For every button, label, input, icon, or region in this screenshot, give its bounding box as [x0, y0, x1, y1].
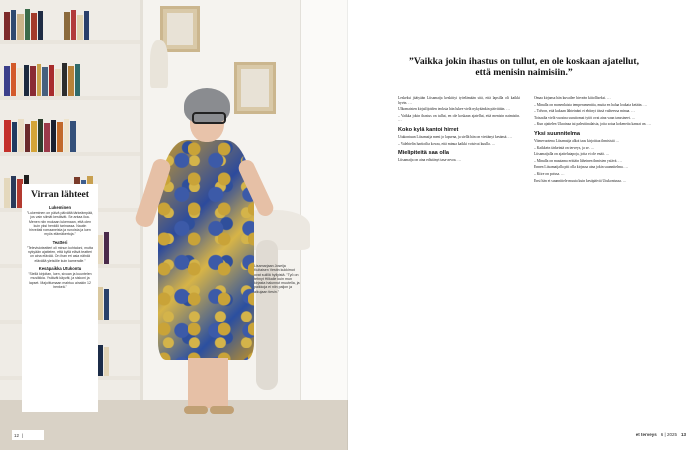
body-paragraph: – Kiire on poissa. … [534, 171, 565, 176]
body-paragraph: Ennen Liisamaijalla piti olla kirjassa aina jokin suunnitelma. … [534, 165, 629, 170]
right-page [348, 0, 696, 450]
body-paragraph: Viimevuotena Liisamaija alkoi taas kirjoittaa ihmisistä … [534, 138, 620, 143]
sidebar-item-heading: Kesäpaikka Utukontu [38, 265, 82, 271]
sidebar-item-text: ”Siellä kirjoitan, luen, sivuan ja kuuntelen musiikkia. Ystävät käyvät, ja siskoni ja lapset. Majoittumaan mahtuu ainakin 12 henkeä.” [28, 271, 92, 289]
sidebar-item-heading: Teatteri [52, 239, 68, 245]
body-paragraph: Omaa kirjansa hän kuvailee hirveän kiitolliseksi. … [534, 96, 611, 100]
sidebar-title: Virran lähteet [31, 189, 89, 200]
issue-label: 6 | 2025 [660, 432, 677, 437]
body-paragraph: – Vaikka jokin ihastus on tullut, en ole koskaan ajatellut, että menisin naimisiin. … [398, 113, 520, 123]
body-paragraph: – Kaikkein tärkeintä on terveys, ja se. … [534, 145, 595, 150]
book-row [4, 62, 136, 96]
glasses-icon [192, 112, 226, 124]
body-paragraph: Ulkomaisten kirjailijoiden teoksia hän lukee vielä nykyäänkin päivittäin. … [398, 107, 510, 112]
text-column-left [398, 96, 520, 428]
sidebar-item-text: ”Lukeminen on päivä päivältä tärkeämpää, jos vain silmät kestävät. Se antaa iloa. Menen niin mukaan lukemaan, että olen kuin yksi henkilö tarinassa. Nautin hirveästi romaaneista ja runoista ja luen myös elämäkertoja.” [27, 211, 93, 237]
subheading: Yksi suunnitelma [534, 130, 581, 137]
body-paragraph: – Valehtelin hartioilta kovaa, että minua kaikki voisivat kuulla. … [398, 141, 496, 146]
page-number: 13 [680, 432, 686, 437]
statue [150, 40, 168, 88]
body-paragraph: Ensi hän ei suunnittele muuta kuin kesäpäiviä Utukontussa. … [534, 178, 627, 183]
folio-separator: | [22, 432, 24, 438]
body-paragraph: Liisamaija on aina edistänyt tasa-arvoa. … [398, 158, 462, 163]
sources-sidebar [22, 184, 98, 412]
sidebar-item-heading: Lukeminen [48, 205, 72, 210]
body-paragraph: Toisaalta vielä vuosina suruttomat tytöt ovat aina vaan tanssineet. … [534, 115, 636, 120]
body-paragraph: – Minulla on monenlaista temperamenttia, mutta en halua loukata ketään. … [534, 102, 648, 107]
body-paragraph: Liisamaijalla on ajattelutapoja, joita ei ole enää. … [534, 152, 610, 157]
subheading: Koko kylä kantoi hirret [398, 126, 459, 133]
book-row [4, 118, 136, 152]
body-paragraph: Utukontuun Liisamaija meni jo lapsena, ja siellä hän on viettänyt kesänsä. … [398, 134, 512, 139]
folio-left [12, 430, 44, 440]
body-paragraph: – Kun ajattelen Ukrainaa tai palestiinalaisia, joita sotaa kokeneita kansat on. … [534, 122, 652, 127]
folio-right [636, 432, 686, 437]
photo-caption: Lisamarjaan Joseija Kultaisen Vestin kukkimot ovat sulillä hyllyistä. ”Työ on tehnyt Hilkalle kuin mun kirjasta halunnut muutella, ja paikkoja ei niin paljon ja alkujaan tiesin.” [254, 264, 300, 294]
book-row [4, 8, 136, 40]
portrait-woman [140, 88, 290, 418]
body-paragraph: – Minulla on muutama erittäin läheinen ihmisten ystävä. … [534, 158, 622, 163]
body-paragraph: – Tolvon, että kukaan lähteinäni ei ehtinyt tässä vaiheessa minua. … [534, 109, 635, 114]
body-paragraph: Leskeksi jäätyään Liisamaija keskittyi työelämään sitä, että lapsilla oli kaikki hyvin. … [398, 96, 520, 105]
pull-quote: ”Vaikka jokin ihastus on tullut, en ole koskaan ajatellut, että menisin naimisiin.” [409, 56, 639, 78]
magazine-name: et terveys [635, 432, 657, 437]
subheading: Mielipiteitä saa olla [398, 150, 449, 157]
text-column-right [534, 96, 656, 428]
sidebar-item-text: ”Televisioteatteri oli minun kohtaloni, mutta nykyään ajattelen, että kyllä elävä teatteri on aina elävää. On ihan eri asia nähdä elävällä yleisölle kuin kameralle.” [27, 245, 93, 263]
page-number: 12 [14, 432, 20, 438]
